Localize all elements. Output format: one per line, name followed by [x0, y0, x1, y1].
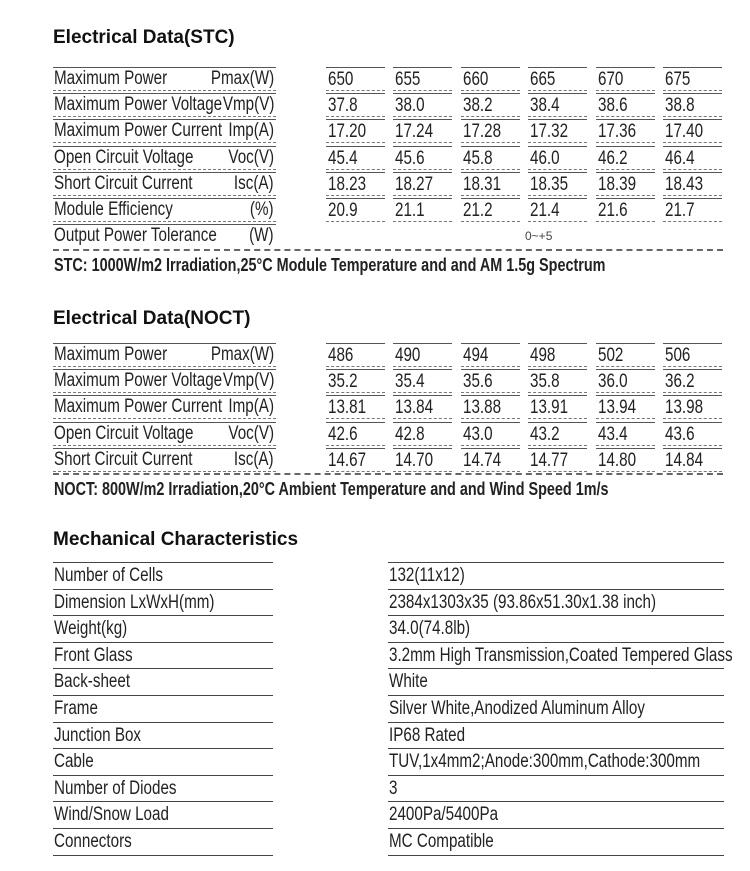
value-cell	[393, 343, 452, 367]
value-cell	[393, 395, 452, 419]
mechanical-label: Dimension LxWxH(mm)	[54, 591, 215, 613]
value-text: 17.28	[463, 121, 502, 143]
mechanical-label-cell	[53, 828, 273, 854]
mechanical-label-cell	[53, 695, 273, 721]
value-text: 665	[530, 69, 556, 90]
value-text: 46.4	[665, 147, 695, 169]
param-unit: Imp(A)	[228, 120, 274, 142]
mechanical-value: IP68 Rated	[389, 724, 466, 746]
value-cell	[596, 146, 655, 170]
param-unit: Voc(V)	[228, 146, 274, 168]
param-label: Maximum Power Voltage	[54, 370, 223, 392]
value-text: 38.8	[665, 95, 695, 117]
value-text: 45.8	[463, 147, 493, 169]
mechanical-value: 3.2mm High Transmission,Coated Tempered Glass	[389, 644, 733, 666]
param-label: Short Circuit Current	[54, 172, 193, 194]
param-cell	[53, 395, 276, 419]
mechanical-value: White	[389, 671, 428, 693]
value-text: 45.6	[395, 147, 425, 169]
value-text: 13.98	[665, 397, 704, 419]
value-cell	[596, 422, 655, 446]
mechanical-value: TUV,1x4mm2;Anode:300mm,Cathode:300mm	[389, 751, 701, 773]
mechanical-label: Number of Diodes	[54, 777, 177, 799]
mechanical-row	[0, 748, 750, 774]
value-text: 502	[598, 345, 624, 366]
value-text: 498	[530, 345, 556, 366]
value-cell	[326, 448, 385, 472]
noct-row	[0, 343, 750, 369]
value-text: 17.36	[598, 121, 637, 143]
stc-row	[0, 146, 750, 172]
value-text: 17.32	[530, 121, 569, 143]
value-text: 18.43	[665, 173, 704, 195]
param-cell	[53, 172, 276, 196]
param-label: Maximum Power Voltage	[54, 94, 223, 116]
stc-title: Electrical Data(STC)	[53, 27, 235, 48]
value-text: 43.2	[530, 423, 560, 445]
param-cell	[53, 369, 276, 393]
mechanical-label: Frame	[54, 698, 98, 719]
mechanical-label: Number of Cells	[54, 565, 163, 586]
mechanical-label: Wind/Snow Load	[54, 804, 169, 826]
value-cell	[461, 343, 520, 367]
stc-row	[0, 67, 750, 93]
value-cell	[663, 369, 722, 393]
value-cell	[596, 119, 655, 143]
value-cell	[528, 67, 587, 91]
value-text: 38.2	[463, 95, 493, 117]
value-cell	[596, 395, 655, 419]
value-cell	[596, 67, 655, 91]
value-text: 21.4	[530, 200, 560, 221]
value-cell	[326, 146, 385, 170]
value-cell	[461, 369, 520, 393]
value-text: 21.7	[665, 200, 695, 221]
value-cell	[528, 369, 587, 393]
mechanical-value-cell	[388, 562, 724, 588]
value-cell	[528, 93, 587, 117]
mechanical-label-cell	[53, 748, 273, 774]
value-cell	[393, 67, 452, 91]
stc-row	[0, 119, 750, 145]
param-cell	[53, 67, 276, 91]
mechanical-row	[0, 589, 750, 615]
value-cell	[393, 146, 452, 170]
value-cell	[326, 369, 385, 393]
mechanical-value: 34.0(74.8lb)	[389, 618, 471, 640]
value-cell	[461, 67, 520, 91]
value-cell	[663, 343, 722, 367]
mechanical-label: Cable	[54, 751, 94, 773]
value-text: 506	[665, 345, 691, 366]
param-label: Maximum Power Current	[54, 120, 223, 142]
noct-row	[0, 369, 750, 395]
value-text: 13.88	[463, 397, 502, 419]
value-cell	[528, 146, 587, 170]
value-text: 18.23	[328, 173, 367, 195]
value-cell	[528, 119, 587, 143]
value-text: 45.4	[328, 147, 358, 169]
value-text: 21.2	[463, 200, 493, 221]
value-cell	[461, 146, 520, 170]
mechanical-row	[0, 722, 750, 748]
param-label: Module Efficiency	[54, 199, 173, 220]
mechanical-value-cell	[388, 775, 724, 801]
param-cell	[53, 146, 276, 170]
tolerance-label: Output Power Tolerance	[54, 225, 217, 247]
value-cell	[326, 67, 385, 91]
value-cell	[596, 198, 655, 222]
table-end-rule	[53, 855, 273, 856]
mechanical-row	[0, 615, 750, 641]
param-unit: Vmp(V)	[222, 370, 274, 392]
stc-note	[53, 249, 723, 276]
value-cell	[596, 93, 655, 117]
value-text: 14.84	[665, 449, 704, 471]
param-label: Open Circuit Voltage	[54, 146, 194, 168]
value-text: 38.6	[598, 95, 628, 117]
value-text: 46.2	[598, 147, 628, 169]
value-cell	[528, 448, 587, 472]
noct-note	[53, 473, 723, 497]
value-cell	[326, 172, 385, 196]
value-cell	[393, 119, 452, 143]
value-cell	[528, 422, 587, 446]
condition-note: NOCT: 800W/m2 Irradiation,20°C Ambient Temperature and and Wind Speed 1m/s	[54, 479, 609, 499]
noct-row	[0, 395, 750, 421]
value-cell	[393, 422, 452, 446]
mechanical-row	[0, 562, 750, 588]
param-unit: (%)	[250, 199, 274, 220]
value-cell	[663, 67, 722, 91]
param-cell	[53, 422, 276, 446]
table-end-rule	[388, 855, 724, 856]
value-cell	[663, 93, 722, 117]
mechanical-title: Mechanical Characteristics	[53, 529, 299, 550]
mechanical-value-cell	[388, 589, 724, 615]
mechanical-value-cell	[388, 828, 724, 854]
stc-row	[0, 172, 750, 198]
mechanical-row	[0, 668, 750, 694]
value-cell	[663, 422, 722, 446]
value-text: 35.2	[328, 371, 358, 393]
value-cell	[326, 422, 385, 446]
mechanical-value-cell	[388, 801, 724, 827]
value-cell	[461, 172, 520, 196]
mechanical-value: Silver White,Anodized Aluminum Alloy	[389, 698, 645, 719]
param-unit: Isc(A)	[234, 172, 274, 194]
value-cell	[596, 172, 655, 196]
param-label: Open Circuit Voltage	[54, 422, 194, 444]
mechanical-value-cell	[388, 615, 724, 641]
value-text: 17.40	[665, 121, 704, 143]
mechanical-label-cell	[53, 775, 273, 801]
mechanical-value: 2384x1303x35 (93.86x51.30x1.38 inch)	[389, 591, 657, 613]
mechanical-value: 3	[389, 777, 398, 799]
tolerance-value: 0~+5	[525, 229, 553, 244]
value-cell	[326, 119, 385, 143]
mechanical-value: 2400Pa/5400Pa	[389, 804, 499, 826]
stc-tolerance-row	[0, 224, 750, 250]
value-text: 46.0	[530, 147, 560, 169]
param-label: Maximum Power	[54, 344, 168, 365]
mechanical-label: Junction Box	[54, 724, 142, 746]
value-cell	[528, 395, 587, 419]
value-cell	[461, 93, 520, 117]
value-cell	[663, 146, 722, 170]
value-cell	[663, 198, 722, 222]
value-text: 14.80	[598, 449, 637, 471]
mechanical-row	[0, 828, 750, 854]
mechanical-label-cell	[53, 562, 273, 588]
value-text: 486	[328, 345, 354, 366]
value-cell	[326, 93, 385, 117]
mechanical-row	[0, 642, 750, 668]
value-text: 655	[395, 69, 421, 90]
value-cell	[461, 448, 520, 472]
value-text: 490	[395, 345, 421, 366]
stc-row	[0, 198, 750, 224]
value-cell	[596, 343, 655, 367]
param-unit: Voc(V)	[228, 422, 274, 444]
value-text: 20.9	[328, 200, 358, 221]
value-cell	[663, 172, 722, 196]
mechanical-label: Weight(kg)	[54, 618, 128, 640]
value-text: 43.6	[665, 423, 695, 445]
value-cell	[461, 422, 520, 446]
value-text: 36.0	[598, 371, 628, 393]
stc-row	[0, 93, 750, 119]
mechanical-label: Back-sheet	[54, 671, 131, 693]
value-text: 13.91	[530, 397, 569, 419]
value-text: 43.0	[463, 423, 493, 445]
value-cell	[461, 119, 520, 143]
mechanical-value-cell	[388, 695, 724, 721]
mechanical-row	[0, 775, 750, 801]
value-cell	[663, 448, 722, 472]
value-text: 14.77	[530, 449, 569, 471]
value-cell	[528, 198, 587, 222]
noct-row	[0, 422, 750, 448]
value-text: 35.8	[530, 371, 560, 393]
mechanical-value-cell	[388, 748, 724, 774]
param-cell	[53, 119, 276, 143]
value-cell	[393, 448, 452, 472]
param-cell	[53, 448, 276, 472]
value-text: 21.6	[598, 200, 628, 221]
value-text: 35.4	[395, 371, 425, 393]
value-text: 660	[463, 69, 489, 90]
param-unit: Imp(A)	[228, 396, 274, 418]
value-text: 14.67	[328, 449, 367, 471]
param-cell	[53, 343, 276, 367]
value-text: 17.20	[328, 121, 367, 143]
mechanical-value: MC Compatible	[389, 831, 494, 852]
value-cell	[663, 395, 722, 419]
mechanical-label-cell	[53, 801, 273, 827]
value-text: 670	[598, 69, 624, 90]
mechanical-row	[0, 695, 750, 721]
value-cell	[393, 172, 452, 196]
value-cell	[528, 343, 587, 367]
mechanical-label-cell	[53, 589, 273, 615]
mechanical-row	[0, 801, 750, 827]
value-text: 35.6	[463, 371, 493, 393]
value-text: 13.81	[328, 397, 367, 419]
value-text: 38.0	[395, 95, 425, 117]
value-text: 18.35	[530, 173, 569, 195]
value-text: 18.27	[395, 173, 434, 195]
value-text: 494	[463, 345, 489, 366]
value-cell	[326, 395, 385, 419]
mechanical-label-cell	[53, 642, 273, 668]
value-cell	[596, 369, 655, 393]
mechanical-value-cell	[388, 642, 733, 668]
value-text: 650	[328, 69, 354, 90]
value-cell	[528, 172, 587, 196]
mechanical-value-cell	[388, 668, 724, 694]
value-text: 17.24	[395, 121, 434, 143]
noct-row	[0, 448, 750, 474]
param-cell	[53, 198, 276, 222]
value-text: 18.39	[598, 173, 637, 195]
mechanical-label-cell	[53, 722, 273, 748]
mechanical-label: Front Glass	[54, 644, 133, 666]
param-label: Maximum Power Current	[54, 396, 223, 418]
value-text: 675	[665, 69, 691, 90]
noct-title: Electrical Data(NOCT)	[53, 308, 251, 329]
value-text: 42.6	[328, 423, 358, 445]
value-text: 42.8	[395, 423, 425, 445]
value-cell	[393, 93, 452, 117]
tolerance-unit: (W)	[249, 225, 274, 247]
param-unit: Vmp(V)	[222, 94, 274, 116]
mechanical-value: 132(11x12)	[389, 565, 465, 586]
value-text: 18.31	[463, 173, 502, 195]
value-text: 14.74	[463, 449, 502, 471]
condition-note: STC: 1000W/m2 Irradiation,25°C Module Temperature and and AM 1.5g Spectrum	[54, 255, 606, 276]
param-unit: Pmax(W)	[210, 68, 274, 89]
value-cell	[663, 119, 722, 143]
param-unit: Pmax(W)	[210, 344, 274, 365]
value-text: 43.4	[598, 423, 628, 445]
param-cell	[53, 224, 276, 248]
value-cell	[393, 369, 452, 393]
value-text: 38.4	[530, 95, 560, 117]
value-text: 21.1	[395, 200, 425, 221]
mechanical-label-cell	[53, 668, 273, 694]
value-text: 13.94	[598, 397, 637, 419]
value-cell	[461, 395, 520, 419]
value-text: 36.2	[665, 371, 695, 393]
value-cell	[326, 198, 385, 222]
param-label: Short Circuit Current	[54, 448, 193, 470]
value-cell	[596, 448, 655, 472]
value-text: 13.84	[395, 397, 434, 419]
value-cell	[326, 343, 385, 367]
param-cell	[53, 93, 276, 117]
value-cell	[461, 198, 520, 222]
value-text: 14.70	[395, 449, 434, 471]
value-cell	[393, 198, 452, 222]
param-label: Maximum Power	[54, 68, 168, 89]
mechanical-label: Connectors	[54, 831, 132, 852]
value-text: 37.8	[328, 95, 358, 117]
mechanical-value-cell	[388, 722, 724, 748]
param-unit: Isc(A)	[234, 448, 274, 470]
mechanical-label-cell	[53, 615, 273, 641]
